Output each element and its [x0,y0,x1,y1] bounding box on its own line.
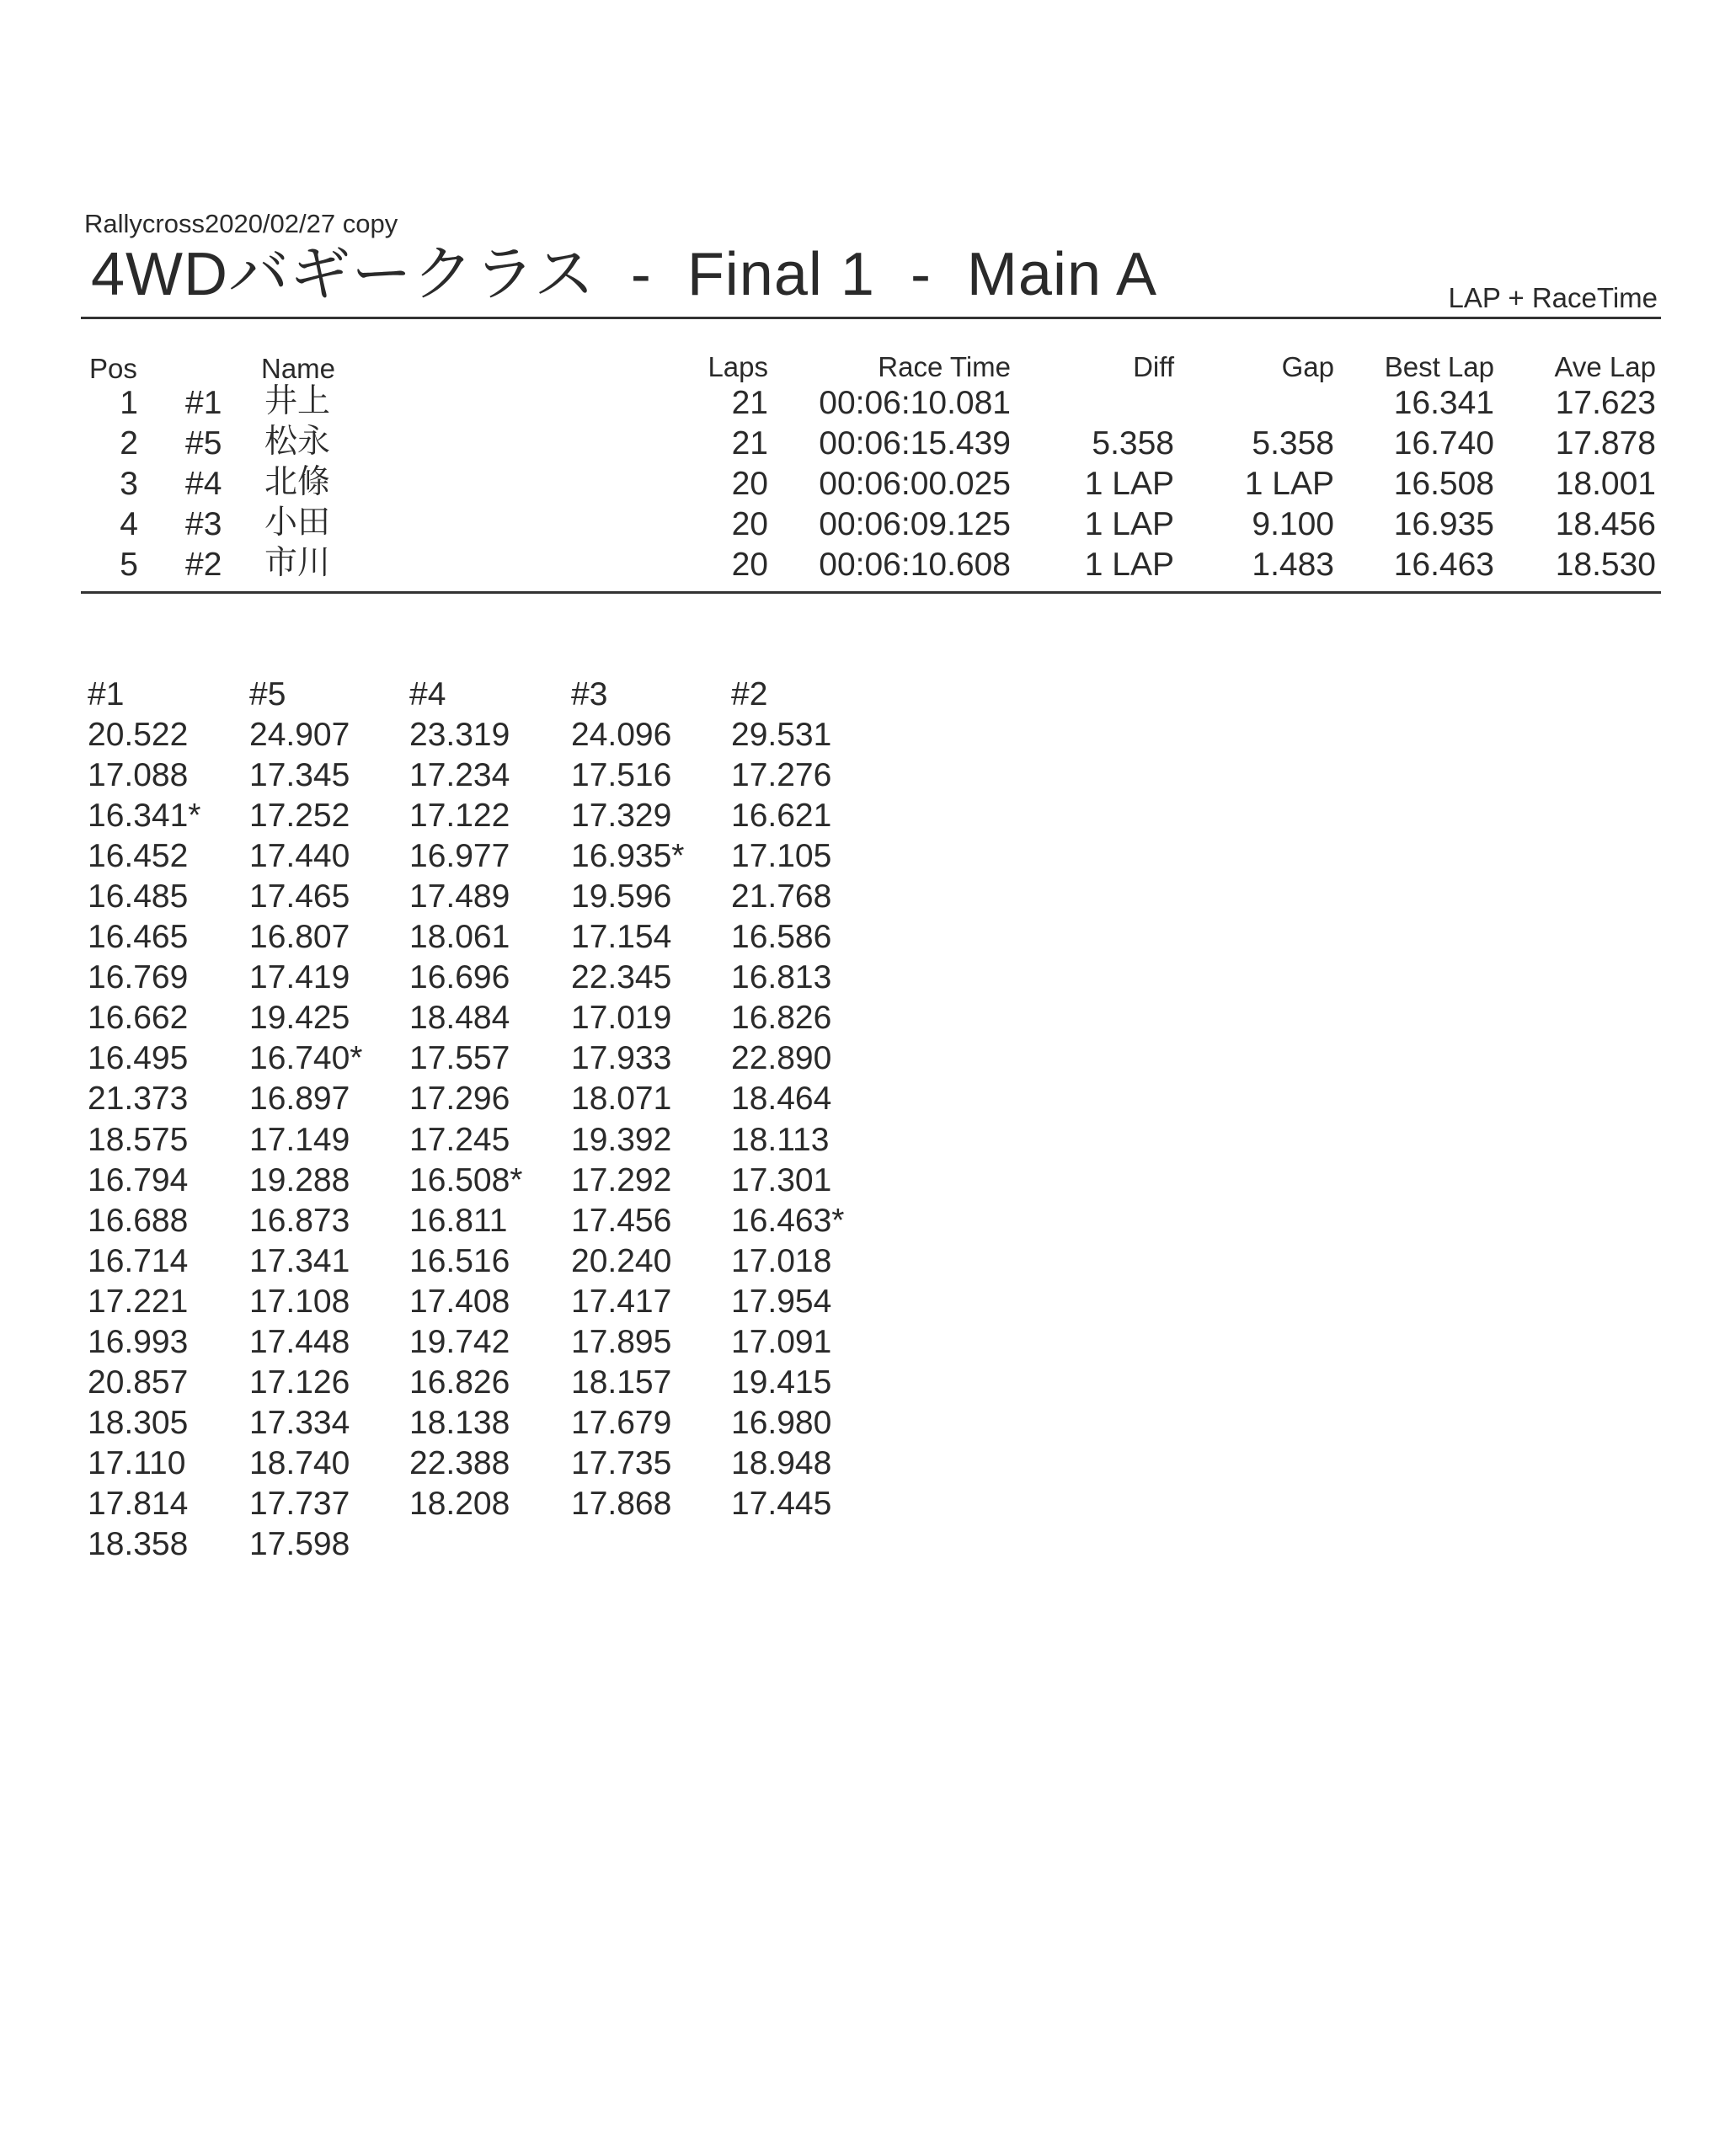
lap-time-cell: 18.575 [88,1122,189,1158]
lap-time-cell: 20.857 [88,1364,189,1401]
result-pos: 2 [120,425,138,462]
lap-time-cell: 17.245 [409,1122,510,1158]
lap-time-cell: 16.980 [731,1405,832,1441]
result-laps: 20 [731,547,768,583]
lap-time-cell: 17.557 [409,1040,510,1076]
header-divider [81,317,1661,319]
lap-time-cell: 17.108 [249,1283,350,1320]
result-diff: 1 LAP [1084,466,1174,502]
result-pos: 4 [120,506,138,542]
lap-time-cell: 16.516 [409,1243,510,1279]
result-gap: 1 LAP [1244,466,1334,502]
lap-time-cell: 18.138 [409,1405,510,1441]
lap-time-cell: 20.522 [88,717,189,753]
lap-time-cell: 16.463* [731,1203,845,1239]
lap-time-cell: 19.596 [571,878,672,915]
result-gap: 5.358 [1252,425,1334,462]
result-best-lap: 16.463 [1393,547,1494,583]
result-best-lap: 16.341 [1393,385,1494,421]
lap-time-cell: 17.737 [249,1486,350,1522]
lap-time-cell: 16.935* [571,838,685,874]
lap-time-cell: 17.345 [249,757,350,793]
lap-time-cell: 16.826 [731,1000,832,1036]
lap-time-cell: 16.794 [88,1162,189,1198]
event-subtitle: Rallycross2020/02/27 copy [84,209,398,238]
lap-column-header: #5 [249,676,286,712]
lap-time-cell: 16.993 [88,1324,189,1360]
lap-time-cell: 18.305 [88,1405,189,1441]
result-laps: 21 [731,385,768,421]
result-ave-lap: 18.001 [1555,466,1656,502]
lap-time-cell: 17.221 [88,1283,189,1320]
lap-time-cell: 17.126 [249,1364,350,1401]
column-header-race-time: Race Time [878,351,1011,382]
lap-time-cell: 16.897 [249,1081,350,1117]
lap-time-cell: 18.464 [731,1081,832,1117]
lap-time-cell: 17.276 [731,757,832,793]
result-laps: 20 [731,506,768,542]
lap-time-cell: 17.088 [88,757,189,793]
lap-column-header: #3 [571,676,608,712]
page-title: 4WDバギークラス - Final 1 - Main A [91,241,1158,308]
lap-column-header: #2 [731,676,768,712]
lap-time-cell: 19.742 [409,1324,510,1360]
lap-time-cell: 18.948 [731,1445,832,1481]
lap-time-cell: 17.296 [409,1081,510,1117]
lap-time-cell: 19.392 [571,1122,672,1158]
result-laps: 20 [731,466,768,502]
result-driver-name: 松永 [264,424,331,460]
lap-time-cell: 17.440 [249,838,350,874]
column-header-pos: Pos [89,353,137,384]
result-race-time: 00:06:00.025 [819,466,1011,502]
lap-time-cell: 21.768 [731,878,832,915]
result-race-time: 00:06:15.439 [819,425,1011,462]
lap-time-cell: 21.373 [88,1081,189,1117]
result-pos: 1 [120,385,138,421]
result-car-number: #5 [185,425,222,462]
result-diff: 1 LAP [1084,547,1174,583]
lap-time-cell: 17.598 [249,1526,350,1562]
result-car-number: #3 [185,506,222,542]
lap-time-cell: 16.465 [88,919,189,955]
lap-time-cell: 22.388 [409,1445,510,1481]
lap-time-cell: 17.019 [571,1000,672,1036]
lap-time-cell: 16.688 [88,1203,189,1239]
result-car-number: #1 [185,385,222,421]
lap-time-cell: 16.495 [88,1040,189,1076]
lap-time-cell: 17.868 [571,1486,672,1522]
lap-time-cell: 17.417 [571,1283,672,1320]
result-ave-lap: 17.878 [1555,425,1656,462]
lap-time-cell: 18.740 [249,1445,350,1481]
column-header-gap: Gap [1281,351,1334,382]
lap-time-cell: 18.061 [409,919,510,955]
lap-time-cell: 17.954 [731,1283,832,1320]
result-pos: 3 [120,466,138,502]
lap-time-cell: 17.679 [571,1405,672,1441]
lap-time-cell: 16.485 [88,878,189,915]
lap-time-cell: 17.234 [409,757,510,793]
lap-time-cell: 16.586 [731,919,832,955]
lap-time-cell: 17.292 [571,1162,672,1198]
lap-time-cell: 17.301 [731,1162,832,1198]
lap-time-cell: 17.456 [571,1203,672,1239]
report-type-label: LAP + RaceTime [1448,282,1658,313]
lap-time-cell: 16.508* [409,1162,523,1198]
result-laps: 21 [731,425,768,462]
lap-time-cell: 17.329 [571,798,672,834]
result-best-lap: 16.935 [1393,506,1494,542]
lap-time-cell: 17.448 [249,1324,350,1360]
lap-time-cell: 17.341 [249,1243,350,1279]
column-header-ave-lap: Ave Lap [1554,351,1656,382]
lap-time-cell: 17.110 [88,1445,186,1481]
result-driver-name: 小田 [264,504,331,541]
result-driver-name: 北條 [264,464,331,500]
lap-time-cell: 19.425 [249,1000,350,1036]
lap-time-cell: 16.662 [88,1000,189,1036]
result-diff: 1 LAP [1084,506,1174,542]
result-diff: 5.358 [1092,425,1174,462]
lap-time-cell: 17.252 [249,798,350,834]
lap-time-cell: 16.977 [409,838,510,874]
lap-time-cell: 18.208 [409,1486,510,1522]
result-ave-lap: 18.530 [1555,547,1656,583]
lap-time-cell: 16.341* [88,798,201,834]
lap-time-cell: 17.154 [571,919,672,955]
lap-time-cell: 16.621 [731,798,832,834]
lap-time-cell: 16.452 [88,838,189,874]
result-best-lap: 16.508 [1393,466,1494,502]
lap-time-cell: 17.122 [409,798,510,834]
lap-time-cell: 17.516 [571,757,672,793]
result-car-number: #4 [185,466,222,502]
result-driver-name: 井上 [264,383,331,419]
lap-time-cell: 17.334 [249,1405,350,1441]
column-header-laps: Laps [708,351,768,382]
lap-time-cell: 17.489 [409,878,510,915]
column-header-name: Name [261,353,336,384]
lap-time-cell: 16.740* [249,1040,363,1076]
lap-time-cell: 17.465 [249,878,350,915]
lap-time-cell: 17.408 [409,1283,510,1320]
result-gap: 9.100 [1252,506,1334,542]
lap-time-cell: 20.240 [571,1243,672,1279]
results-divider [81,591,1661,594]
lap-time-cell: 16.807 [249,919,350,955]
lap-time-cell: 19.415 [731,1364,832,1401]
result-race-time: 00:06:10.608 [819,547,1011,583]
lap-time-cell: 24.096 [571,717,672,753]
lap-time-cell: 17.018 [731,1243,832,1279]
lap-time-cell: 17.814 [88,1486,189,1522]
lap-time-cell: 16.811 [409,1203,508,1239]
result-pos: 5 [120,547,138,583]
lap-time-cell: 17.149 [249,1122,350,1158]
result-driver-name: 市川 [264,545,331,581]
lap-time-cell: 19.288 [249,1162,350,1198]
result-race-time: 00:06:09.125 [819,506,1011,542]
result-race-time: 00:06:10.081 [819,385,1011,421]
lap-time-cell: 24.907 [249,717,350,753]
lap-time-cell: 17.735 [571,1445,672,1481]
lap-time-cell: 29.531 [731,717,832,753]
lap-time-cell: 17.105 [731,838,832,874]
lap-time-cell: 16.696 [409,959,510,995]
lap-time-cell: 17.445 [731,1486,832,1522]
lap-time-cell: 17.933 [571,1040,672,1076]
column-header-best-lap: Best Lap [1384,351,1494,382]
lap-time-cell: 18.484 [409,1000,510,1036]
result-gap: 1.483 [1252,547,1334,583]
column-header-diff: Diff [1133,351,1174,382]
result-ave-lap: 18.456 [1555,506,1656,542]
result-ave-lap: 17.623 [1555,385,1656,421]
lap-time-cell: 18.113 [731,1122,830,1158]
lap-time-cell: 16.873 [249,1203,350,1239]
lap-time-cell: 18.071 [571,1081,672,1117]
lap-time-cell: 18.358 [88,1526,189,1562]
lap-time-cell: 17.091 [731,1324,832,1360]
lap-time-cell: 18.157 [571,1364,672,1401]
lap-time-cell: 22.345 [571,959,672,995]
lap-time-cell: 17.419 [249,959,350,995]
lap-time-cell: 16.714 [88,1243,189,1279]
result-car-number: #2 [185,547,222,583]
lap-column-header: #4 [409,676,446,712]
lap-time-cell: 23.319 [409,717,510,753]
lap-time-cell: 16.813 [731,959,832,995]
lap-time-cell: 17.895 [571,1324,672,1360]
lap-time-cell: 16.769 [88,959,189,995]
result-best-lap: 16.740 [1393,425,1494,462]
lap-time-cell: 22.890 [731,1040,832,1076]
lap-column-header: #1 [88,676,125,712]
lap-time-cell: 16.826 [409,1364,510,1401]
